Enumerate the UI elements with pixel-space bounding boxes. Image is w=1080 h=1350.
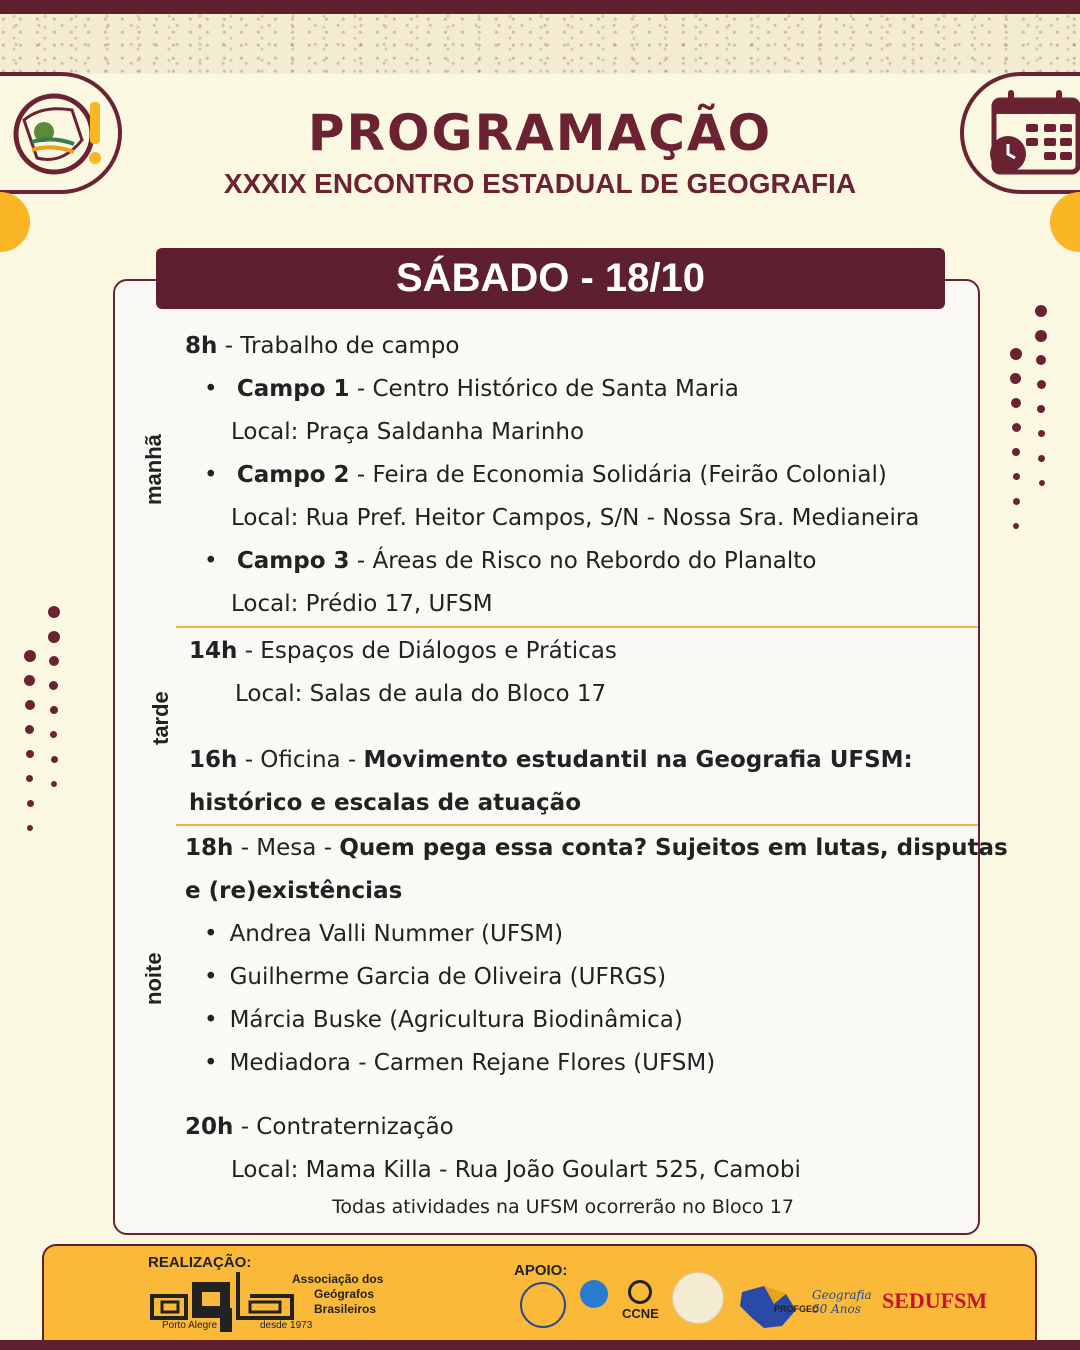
- schedule-item-14h: [189, 636, 617, 666]
- agb-name: [292, 1272, 383, 1317]
- field-local-2: Local: Rua Pref. Heitor Campos, S/N - Nossa Sra. Medianeira: [231, 505, 920, 531]
- time-label: 20h: [185, 1114, 234, 1140]
- panel-title-cont: e (re)existências: [185, 878, 403, 904]
- field-desc: - Áreas de Risco no Rebordo do Planalto: [349, 548, 817, 574]
- decorative-dot: [1013, 498, 1020, 505]
- decorative-dot: [1035, 305, 1047, 317]
- top-texture: [0, 14, 1080, 74]
- separator-morning-afternoon: [176, 626, 978, 628]
- top-stripe: [0, 0, 1080, 14]
- panel-title: Quem pega essa conta? Sujeitos em lutas, disputas: [339, 835, 1008, 861]
- activity-text: - Trabalho de campo: [217, 333, 460, 359]
- decorative-dot: [25, 700, 35, 710]
- speaker-item: • Guilherme Garcia de Oliveira (UFRGS): [204, 962, 666, 992]
- decorative-dot: [25, 725, 34, 734]
- decorative-dot: [1010, 348, 1022, 360]
- decorative-dot: [1010, 373, 1021, 384]
- decorative-dot: [24, 650, 36, 662]
- time-label: 16h: [189, 747, 238, 773]
- decorative-dot: [1013, 523, 1019, 529]
- workshop-title-line2: [189, 788, 581, 818]
- decorative-dot: [27, 800, 34, 807]
- agb-name-line: Associação dos: [292, 1272, 384, 1286]
- schedule-item-16h: [189, 745, 913, 775]
- decorative-dot: [1035, 330, 1047, 342]
- decorative-dot: [49, 656, 59, 666]
- decorative-dot: [1013, 473, 1020, 480]
- panel-title-line2: [185, 876, 402, 906]
- decorative-dot: [51, 756, 58, 763]
- decorative-dots-left: [20, 600, 70, 840]
- decorative-dot: [26, 750, 34, 758]
- local-20h: Local: Mama Killa - Rua João Goulart 525, Camobi: [231, 1157, 801, 1183]
- decorative-dot: [1038, 430, 1045, 437]
- agb-since: desde 1973: [260, 1320, 313, 1331]
- footer-sponsors: [42, 1244, 1037, 1340]
- bottom-stripe: [0, 1340, 1080, 1350]
- field-name: Campo 3: [236, 548, 350, 574]
- decorative-dot: [26, 775, 33, 782]
- period-label-morning: manhã: [141, 434, 166, 505]
- geografia-60-label: Geografia 60 Anos: [812, 1288, 872, 1316]
- geografia-globe-icon: [580, 1280, 608, 1308]
- page-title: PROGRAMAÇÃO: [307, 104, 773, 162]
- decorative-dot: [24, 675, 35, 686]
- decorative-dot: [50, 706, 58, 714]
- field-name: Campo 1: [236, 376, 350, 402]
- field-local-3: Local: Prédio 17, UFSM: [231, 591, 493, 617]
- decorative-dot: [1012, 448, 1020, 456]
- decorative-dot: [49, 681, 58, 690]
- schedule-item-20h: [185, 1112, 454, 1142]
- decorative-dot: [1036, 355, 1046, 365]
- field-item-2: [204, 460, 887, 490]
- field-item-1: [204, 374, 739, 404]
- activity-text: - Contraternização: [233, 1114, 454, 1140]
- activity-prefix: - Oficina -: [237, 747, 364, 773]
- decorative-dot: [48, 631, 60, 643]
- event-subtitle: XXXIX ENCONTRO ESTADUAL DE GEOGRAFIA: [223, 168, 857, 199]
- period-label-afternoon: tarde: [148, 691, 173, 745]
- schedule-item-8h: [185, 331, 459, 361]
- decorative-dot: [1037, 405, 1045, 413]
- time-label: 14h: [189, 638, 238, 664]
- workshop-title: Movimento estudantil na Geografia UFSM:: [363, 747, 913, 773]
- separator-afternoon-night: [176, 824, 978, 826]
- time-label: 8h: [185, 333, 218, 359]
- realizacao-label: REALIZAÇÃO:: [148, 1254, 252, 1271]
- field-desc: - Centro Histórico de Santa Maria: [349, 376, 739, 402]
- footnote: Todas atividades na UFSM ocorrerão no Bloco 17: [332, 1196, 794, 1218]
- activity-prefix: - Mesa -: [233, 835, 340, 861]
- sedufsm-label: SEDUFSM: [882, 1288, 988, 1313]
- agb-name-line: Brasileiros: [314, 1302, 377, 1316]
- decorative-dot: [1037, 380, 1046, 389]
- institution-emblem-icon: [672, 1272, 724, 1324]
- decorative-dot: [51, 781, 57, 787]
- schedule-item-18h: [185, 833, 1008, 863]
- workshop-title-cont: histórico e escalas de atuação: [189, 790, 581, 816]
- time-label: 18h: [185, 835, 234, 861]
- decorative-dot: [48, 606, 60, 618]
- decorative-dot: [1039, 480, 1045, 486]
- decorative-dots-right: [1005, 300, 1055, 540]
- ccne-label: CCNE: [622, 1306, 659, 1321]
- period-label-night: noite: [141, 952, 166, 1005]
- profgeo-label: PROFGEO: [774, 1304, 820, 1314]
- speaker-item: • Andrea Valli Nummer (UFSM): [204, 919, 563, 949]
- field-name: Campo 2: [236, 462, 350, 488]
- right-sun-shape: [1050, 192, 1080, 252]
- local-14h: Local: Salas de aula do Bloco 17: [235, 681, 607, 707]
- speaker-item: • Mediadora - Carmen Rejane Flores (UFSM): [204, 1048, 715, 1078]
- decorative-dot: [1011, 398, 1021, 408]
- decorative-dot: [1012, 423, 1021, 432]
- left-sun-shape: [0, 192, 30, 252]
- decorative-dot: [1038, 455, 1045, 462]
- day-banner: SÁBADO - 18/10: [156, 248, 945, 309]
- ufsm-seal-icon: [520, 1282, 566, 1328]
- field-local-1: Local: Praça Saldanha Marinho: [231, 419, 585, 445]
- activity-text: - Espaços de Diálogos e Práticas: [237, 638, 617, 664]
- apoio-label: APOIO:: [514, 1262, 568, 1279]
- field-desc: - Feira de Economia Solidária (Feirão Colonial): [349, 462, 887, 488]
- ccne-ring-icon: [628, 1280, 652, 1304]
- decorative-dot: [50, 731, 57, 738]
- speaker-item: • Márcia Buske (Agricultura Biodinâmica): [204, 1005, 683, 1035]
- agb-city: Porto Alegre: [162, 1320, 218, 1331]
- field-item-3: [204, 546, 816, 576]
- agb-name-line: Geógrafos: [314, 1287, 375, 1301]
- decorative-dot: [27, 825, 33, 831]
